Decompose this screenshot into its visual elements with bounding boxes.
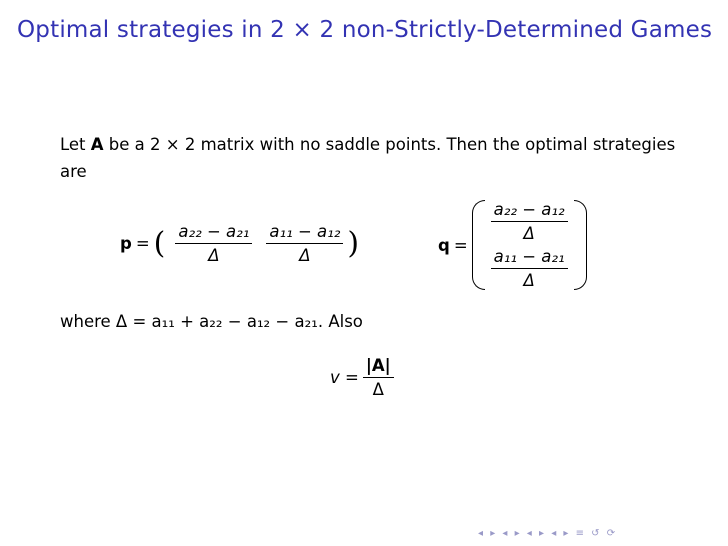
p-right-paren: ) — [347, 226, 360, 261]
slide-title: Optimal strategies in 2 × 2 non-Strictly-Determined Games — [17, 17, 713, 43]
p-equals: = — [135, 234, 150, 253]
q-entry-1-num: a₂₂ − a₁₂ — [491, 200, 568, 222]
value-denominator: Δ — [372, 380, 384, 399]
intro-text — [60, 131, 680, 185]
q-equals: = — [453, 235, 468, 255]
matrix-symbol: A — [90, 135, 104, 154]
p-left-paren: ( — [153, 226, 166, 261]
p-entry-1 — [175, 222, 252, 265]
value-numerator: |A| — [363, 356, 394, 378]
p-label: p — [120, 234, 132, 253]
p-entry-2 — [266, 222, 343, 265]
q-vector — [438, 200, 587, 290]
value-formula — [330, 356, 394, 399]
q-entry-2 — [491, 247, 568, 290]
q-entry-2-den: Δ — [523, 271, 535, 290]
q-right-paren — [574, 200, 587, 290]
p-vector — [120, 222, 359, 265]
intro-post: be a 2 × 2 matrix with no saddle points. Then the optimal strategies are — [60, 135, 676, 181]
delta-definition: where Δ = a₁₁ + a₂₂ − a₁₂ − a₂₁. Also — [60, 312, 363, 331]
q-entries — [491, 200, 568, 290]
q-entry-1 — [491, 200, 568, 243]
q-entry-2-num: a₁₁ − a₂₁ — [491, 247, 568, 269]
p-entry-2-den: Δ — [299, 246, 311, 265]
beamer-navigation-icons[interactable]: ◂ ▸ ◂ ▸ ◂ ▸ ◂ ▸ ≡ ↺ ⟳ — [478, 528, 618, 539]
q-label: q — [438, 235, 450, 255]
p-entry-1-num: a₂₂ − a₂₁ — [175, 222, 252, 244]
value-fraction — [363, 356, 394, 399]
p-entry-2-num: a₁₁ − a₁₂ — [266, 222, 343, 244]
q-left-paren — [472, 200, 485, 290]
p-entry-1-den: Δ — [208, 246, 220, 265]
q-entry-1-den: Δ — [523, 224, 535, 243]
intro-pre: Let — [60, 135, 91, 154]
value-lhs: v = — [330, 368, 359, 387]
